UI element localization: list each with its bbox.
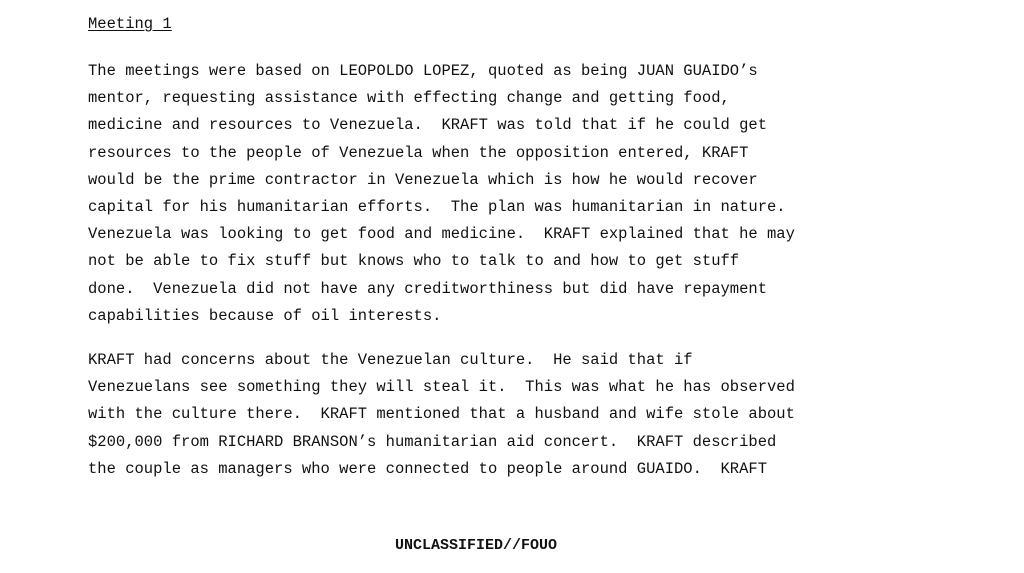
paragraph-line: medicine and resources to Venezuela. KRAFT was told that if he could get [88,116,768,135]
paragraph-line: KRAFT had concerns about the Venezuelan culture. He said that if [88,351,693,369]
paragraph-1 [88,61,795,333]
paragraph-line: Venezuelans see something they will steal it. This was what he has observed [88,378,795,397]
paragraph-line: not be able to fix stuff but knows who to talk to and how to get stuff [88,252,740,271]
paragraph-line: done. Venezuela did not have any creditworthiness but did have repayment [88,279,768,298]
classification-marking: UNCLASSIFIED//FOUO [394,537,558,554]
paragraph-line: capabilities because of oil interests. [88,306,442,325]
paragraph-line: resources to the people of Venezuela when the opposition entered, KRAFT [88,143,749,162]
paragraph-line: capital for his humanitarian efforts. The plan was humanitarian in nature. [88,197,786,216]
paragraph-line: mentor, requesting assistance with effecting change and getting food, [88,89,730,108]
paragraph-line: The meetings were based on LEOPOLDO LOPEZ, quoted as being JUAN GUAIDO’s [88,62,758,80]
paragraph-line: $200,000 from RICHARD BRANSON’s humanitarian aid concert. KRAFT described [88,432,777,451]
paragraph-line: with the culture there. KRAFT mentioned that a husband and wife stole about [88,405,795,424]
paragraph-line: Venezuela was looking to get food and medicine. KRAFT explained that he may [88,225,795,244]
paragraph-line: the couple as managers who were connected to people around GUAIDO. KRAFT [88,459,768,478]
paragraph-2 [88,350,795,486]
section-heading: Meeting 1 [88,15,172,33]
paragraph-line: would be the prime contractor in Venezuela which is how he would recover [88,170,758,189]
